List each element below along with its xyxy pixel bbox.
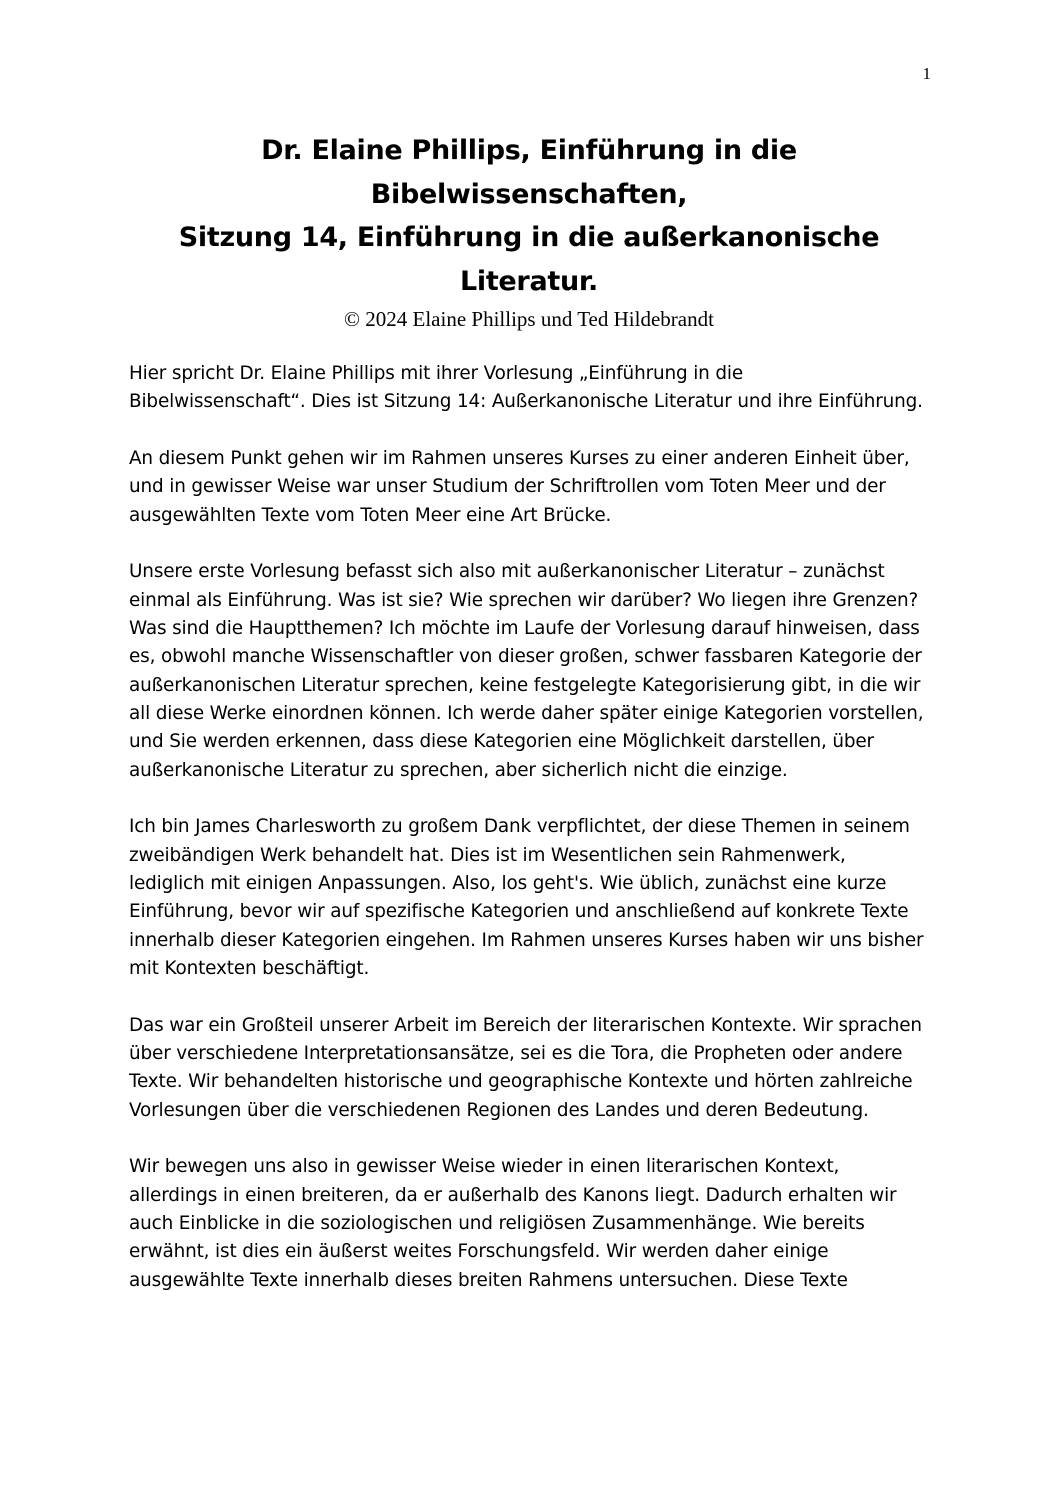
document-title-line-2: Bibelwissenschaften, (370, 178, 688, 210)
paragraph-1: Hier spricht Dr. Elaine Phillips mit ihrer Vorlesung „Einführung in die Bibelwissenschaft“. Dies ist Sitzung 14: Außerkanonische Literatur und ihre Einführung. (129, 363, 923, 413)
document-title-line-3: Sitzung 14, Einführung in die außerkanonische (178, 222, 880, 253)
paragraph-6: Wir bewegen uns also in gewisser Weise wieder in einen literarischen Kontext, allerdings in einen breiteren, da er außerhalb des Kanons liegt. Dadurch erhalten wir auch Einblicke in die soziologischen und religiösen Zusammenhänge. Wie bereits erwähnt, ist dies ein äußerst weites Forschungsfeld. Wir werden daher einige ausgewählte Texte innerhalb dieses breiten Rahmens untersuchen. Diese Texte (129, 1156, 897, 1291)
document-title-line-1: Dr. Elaine Phillips, Einführung in die (261, 135, 797, 166)
document-body (129, 360, 925, 1323)
paragraph-3: Unsere erste Vorlesung befasst sich also mit außerkanonischer Literatur – zunächst einmal als Einführung. Was ist sie? Wie sprechen wir darüber? Wo liegen ihre Grenzen? Was sind die Hauptthemen? Ich möchte im Laufe der Vorlesung darauf hinweisen, dass es, obwohl manche Wissenschaftler von dieser großen, schwer fassbaren Kategorie der außerkanonischen Literatur sprechen, keine festgelegte Kategorisierung gibt, in die wir all diese Werke einordnen können. Ich werde daher später einige Kategorien vorstellen, und Sie werden erkennen, dass diese Kategorien eine Möglichkeit darstellen, über außerkanonische Literatur zu sprechen, aber sicherlich nicht die einzige. (129, 561, 924, 781)
paragraph-5: Das war ein Großteil unserer Arbeit im Bereich der literarischen Kontexte. Wir sprachen über verschiedene Interpretationsansätze, sei es die Tora, die Propheten oder andere Texte. Wir behandelten historische und geographische Kontexte und hörten zahlreiche Vorlesungen über die verschiedenen Regionen des Landes und deren Bedeutung. (129, 1014, 922, 1121)
page-number: 1 (922, 64, 931, 83)
document-title-line-4: Literatur. (459, 265, 599, 297)
copyright-notice: © 2024 Elaine Phillips und Ted Hildebrandt (344, 307, 714, 331)
title-block (0, 129, 1058, 334)
paragraph-2: An diesem Punkt gehen wir im Rahmen unseres Kurses zu einer anderen Einheit über, und in gewisser Weise war unser Studium der Schriftrollen vom Toten Meer und der ausgewählten Texte vom Toten Meer eine Art Brücke. (129, 448, 910, 526)
paragraph-4: Ich bin James Charlesworth zu großem Dank verpflichtet, der diese Themen in seinem zweibändigen Werk behandelt hat. Dies ist im Wesentlichen sein Rahmenwerk, lediglich mit einigen Anpassungen. Also, los geht's. Wie üblich, zunächst eine kurze Einführung, bevor wir auf spezifische Kategorien und anschließend auf konkrete Texte innerhalb dieser Kategorien eingehen. Im Rahmen unseres Kurses haben wir uns bisher mit Kontexten beschäftigt. (129, 816, 924, 979)
